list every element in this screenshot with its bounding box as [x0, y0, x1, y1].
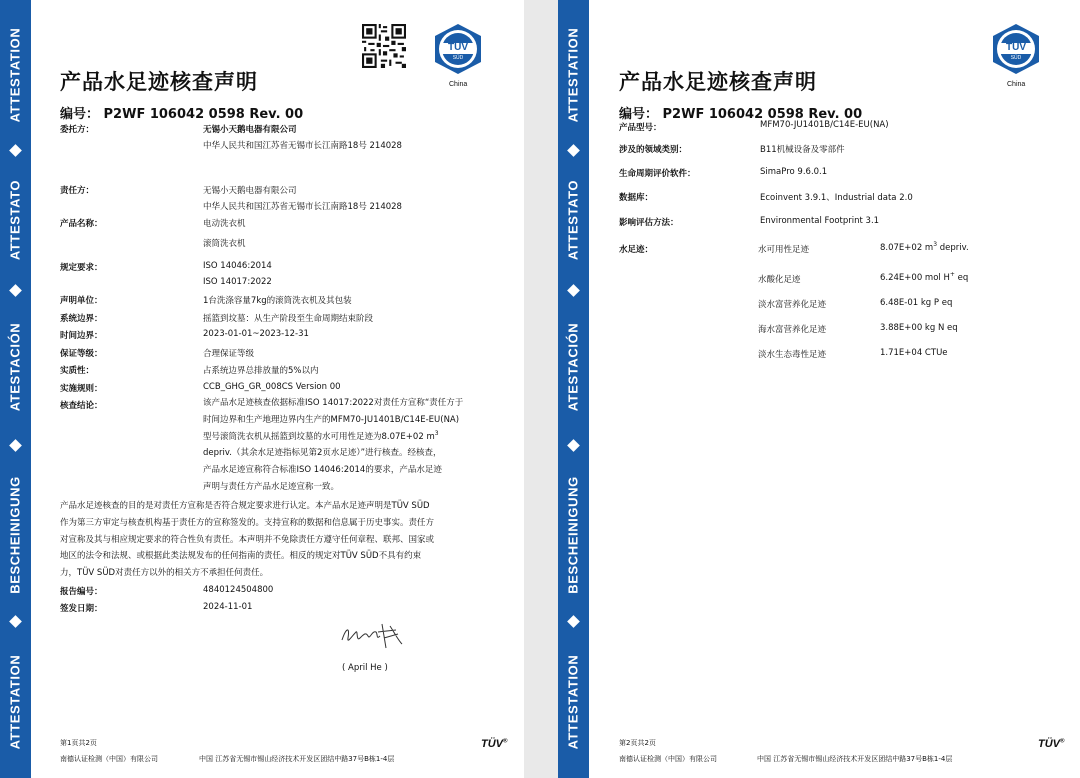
band-word: ATTESTATION [565, 27, 581, 123]
field-value: CCB_GHG_GR_008CS Version 00 [203, 382, 341, 392]
footprint-value: 3.88E+00 kg N eq [880, 323, 958, 333]
footprint-name: 淡水富营养化足迹 [758, 300, 827, 310]
field-label: 涉及的领域类别： [619, 145, 688, 155]
conclusion-line: 时间边界和生产地理边界内生产的MFM70-JU1401B/C14E-EU(NA) [203, 414, 460, 425]
footprint-unit-tail: depriv. [937, 243, 969, 253]
footer-company: 南德认证检测（中国）有限公司 [60, 755, 158, 763]
field-label: 实施规则： [60, 384, 103, 394]
band-word: ATTESTATO [7, 179, 23, 261]
diamond-icon [567, 439, 580, 452]
page-gap [524, 0, 558, 778]
field-value: 合理保证等级 [203, 349, 255, 359]
certificate-page-1 [0, 0, 524, 778]
conclusion-line: 声明与责任方产品水足迹宣称一致。 [203, 481, 340, 492]
tuv-logo-text: TÜV [1006, 42, 1026, 53]
footprint-unit-tail: eq [954, 273, 969, 283]
band-word: ATESTACIÓN [7, 322, 23, 412]
disclaimer-line: 对宣称及其与相应规定要求的符合性负有责任。本声明并不免除责任方遵守任何章程、联邦、国家或 [60, 534, 435, 545]
software-value: SimaPro 9.6.0.1 [760, 167, 828, 177]
product-name: 电动洗衣机 [203, 219, 246, 229]
field-value: 摇篮到坟墓：从生产阶段至生命周期结束阶段 [203, 314, 374, 324]
tuv-logo-sub: SÜD [1010, 55, 1022, 61]
footprint-name: 水酸化足迹 [758, 275, 801, 285]
footer-brand-text: TÜV [481, 738, 503, 750]
conclusion-text [203, 395, 463, 496]
responsible-address: 中华人民共和国江苏省无锡市长江南路18号 214028 [203, 202, 402, 212]
disclaimer-line: 力，TÜV SÜD对责任方以外的相关方不承担任何责任。 [60, 568, 269, 579]
footer-brand [1038, 738, 1064, 750]
signer-name: ( April He ) [342, 663, 388, 673]
field-label: 生命周期评价软件： [619, 169, 696, 179]
footprint-name: 水可用性足迹 [758, 245, 810, 255]
footprint-value [880, 243, 969, 253]
report-number: 4840124504800 [203, 585, 274, 595]
page-title: 产品水足迹核查声明 [619, 70, 817, 94]
diamond-icon [9, 439, 22, 452]
footer-brand-text: TÜV [1038, 738, 1060, 750]
tuv-country: China [1007, 81, 1026, 88]
band-word: ATTESTATION [7, 654, 23, 750]
conclusion-line: depriv.（其余水足迹指标见第2页水足迹）”进行核查。经核查， [203, 448, 442, 459]
client-name: 无锡小天鹅电器有限公司 [203, 125, 297, 135]
product-name: 滚筒洗衣机 [203, 239, 246, 249]
tuv-logo-sub: SÜD [452, 55, 464, 61]
diamond-icon [9, 615, 22, 628]
diamond-icon [567, 284, 580, 297]
field-label: 委托方： [60, 125, 95, 135]
conclusion-line: 产品水足迹宣称符合标准ISO 14046:2014的要求，产品水足迹 [203, 465, 442, 476]
field-label: 水足迹： [619, 245, 654, 255]
document-number: 编号： P2WF 106042 0598 Rev. 00 [60, 107, 304, 122]
footprint-value [880, 273, 968, 283]
disclaimer-line: 作为第三方审定与核查机构基于责任方的宣称签发的。支持宣称的数据和信息属于历史事实。责任方 [60, 517, 435, 528]
document-number: 编号： P2WF 106042 0598 Rev. 00 [619, 107, 863, 122]
client-address: 中华人民共和国江苏省无锡市长江南路18号 214028 [203, 141, 402, 151]
registered-mark: ® [503, 738, 508, 745]
field-label: 声明单位： [60, 296, 103, 306]
footprint-value: 6.48E-01 kg P eq [880, 298, 953, 308]
diamond-icon [567, 615, 580, 628]
tuv-logo-text: TÜV [448, 42, 468, 53]
field-label: 产品型号： [619, 123, 662, 133]
footer-company: 南德认证检测（中国）有限公司 [619, 755, 717, 763]
disclaimer-line: 地区的法令和法规、或根据此类法规发布的任何指南的责任。相反的规定对TÜV SÜD不具有约束 [60, 551, 422, 562]
footprint-value-text: 6.24E+00 mol H [880, 273, 950, 283]
footprint-value-text: 8.07E+02 m [880, 243, 934, 253]
band-word: BESCHEINIGUNG [7, 476, 23, 594]
field-value: B11机械设备及零部件 [760, 145, 845, 155]
superscript: 3 [434, 429, 439, 437]
diamond-icon [567, 144, 580, 157]
field-value: 2023-01-01~2023-12-31 [203, 329, 309, 339]
spec-value: ISO 14046:2014 [203, 261, 272, 271]
field-value: 占系统边界总排放量的5%以内 [203, 366, 319, 376]
band-word: ATTESTATO [565, 179, 581, 261]
footer-brand [481, 738, 507, 750]
certificate-page-2 [558, 0, 1080, 778]
disclaimer-line: 产品水足迹核查的目的是对责任方宣称是否符合规定要求进行认定。本产品水足迹声明是TÜV SÜD [60, 501, 430, 511]
spec-value: ISO 14017:2022 [203, 277, 272, 287]
tuv-country: China [449, 81, 468, 88]
diamond-icon [9, 144, 22, 157]
field-label: 系统边界： [60, 314, 103, 324]
signature-icon [338, 618, 408, 652]
disclaimer-text [60, 498, 434, 582]
page-title: 产品水足迹核查声明 [60, 70, 258, 94]
footprint-name: 海水富营养化足迹 [758, 325, 827, 335]
footprint-name: 淡水生态毒性足迹 [758, 350, 827, 360]
database-value: Ecoinvent 3.9.1、Industrial data 2.0 [760, 193, 913, 203]
field-label: 签发日期： [60, 604, 103, 614]
field-label: 规定要求： [60, 263, 103, 273]
model-value: MFM70-JU1401B/C14E-EU(NA) [760, 120, 889, 130]
field-label: 报告编号： [60, 587, 103, 597]
page-number: 第1页共2页 [60, 739, 97, 747]
side-band [0, 0, 31, 778]
band-word: ATESTACIÓN [565, 322, 581, 412]
page-number: 第2页共2页 [619, 739, 656, 747]
footprint-value: 1.71E+04 CTUe [880, 348, 948, 358]
side-band [558, 0, 589, 778]
conclusion-line-text: 型号滚筒洗衣机从摇篮到坟墓的水可用性足迹为8.07E+02 m [203, 431, 435, 442]
method-value: Environmental Footprint 3.1 [760, 216, 880, 226]
field-label: 实质性： [60, 366, 95, 376]
issue-date: 2024-11-01 [203, 602, 253, 612]
field-label: 产品名称： [60, 219, 103, 229]
band-word: ATTESTATION [565, 654, 581, 750]
field-value: 1台洗涤容量7kg的滚筒洗衣机及其包装 [203, 296, 352, 306]
band-word: ATTESTATION [7, 27, 23, 123]
field-label: 保证等级： [60, 349, 103, 359]
responsible-name: 无锡小天鹅电器有限公司 [203, 186, 297, 196]
band-word: BESCHEINIGUNG [565, 476, 581, 594]
field-label: 时间边界： [60, 331, 103, 341]
conclusion-line: 该产品水足迹核查依据标准ISO 14017:2022对责任方宣称“责任方于 [203, 398, 464, 408]
footer-address: 中国 江苏省无锡市锡山经济技术开发区团结中路37号B栋1-4层 [757, 755, 953, 763]
registered-mark: ® [1060, 738, 1065, 745]
field-label: 责任方： [60, 186, 95, 196]
conclusion-line [203, 429, 463, 446]
footer-address: 中国 江苏省无锡市锡山经济技术开发区团结中路37号B栋1-4层 [199, 755, 395, 763]
superscript: + [949, 271, 955, 279]
diamond-icon [9, 284, 22, 297]
field-label: 数据库： [619, 193, 654, 203]
field-label: 影响评估方法： [619, 218, 679, 228]
qr-code-icon [362, 24, 406, 68]
superscript: 3 [933, 241, 938, 249]
field-label: 核查结论： [60, 401, 103, 411]
